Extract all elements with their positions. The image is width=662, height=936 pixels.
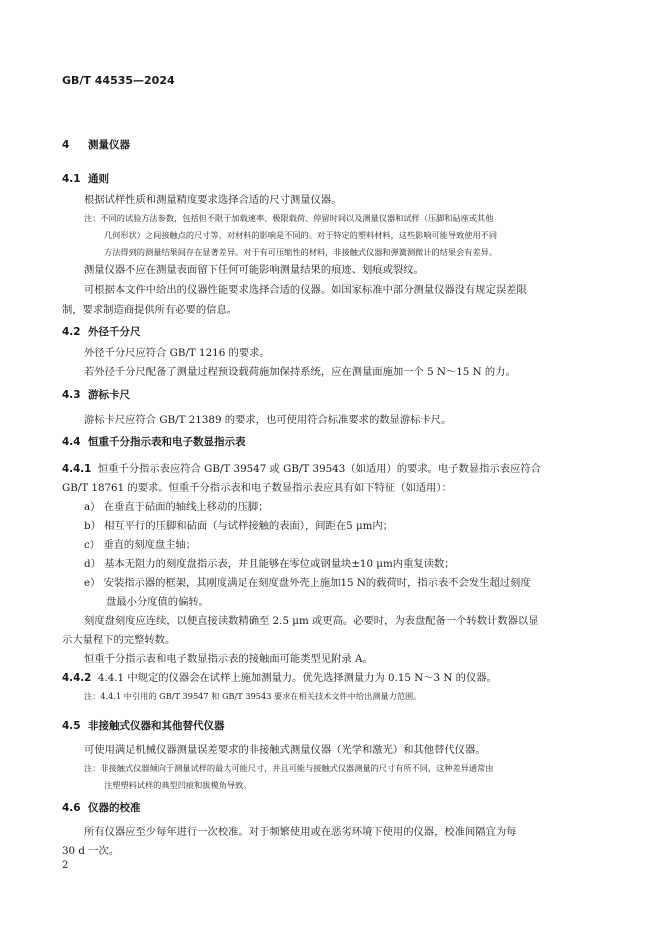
section-4-3-heading bbox=[62, 387, 130, 402]
paragraph: 刻度盘刻度应连续，以便直接读数精确至 2.5 μm 或更高。必要时，为表盘配备一个转数计数器以显 bbox=[84, 615, 539, 627]
list-item-c: c） 垂直的刻度盘主轴； bbox=[84, 539, 197, 551]
subsection-number: 4.4.1 bbox=[62, 463, 92, 475]
section-title: 通则 bbox=[88, 173, 109, 185]
section-title: 外径千分尺 bbox=[88, 326, 141, 338]
paragraph: 恒重千分指示表和电子数显指示表的接触面可能类型见附录 A。 bbox=[84, 653, 373, 665]
paragraph-4-4-2 bbox=[62, 668, 497, 688]
list-item-e-continuation: 盘最小分度值的偏转。 bbox=[106, 596, 209, 608]
section-title: 仪器的校准 bbox=[88, 802, 141, 814]
section-4-5-heading bbox=[62, 718, 225, 733]
list-item-b: b） 相互平行的压脚和砧面（与试样接触的表面），间距在5 μm内； bbox=[84, 520, 394, 532]
paragraph: 根据试样性质和测量精度要求选择合适的尺寸测量仪器。 bbox=[84, 194, 342, 206]
section-number: 4.3 bbox=[62, 389, 81, 401]
section-number: 4.4 bbox=[62, 436, 81, 448]
note-line: 注：非接触式仪器倾向于测量试样的最大可能尺寸，并且可能与接触式仪器测量的尺寸有所不同，这种差异通常由 bbox=[84, 763, 494, 773]
section-title: 恒重千分指示表和电子数显指示表 bbox=[88, 436, 246, 448]
paragraph: 外径千分尺应符合 GB/T 1216 的要求。 bbox=[84, 347, 270, 359]
paragraph: 所有仪器应至少每年进行一次校准。对于频繁使用或在恶劣环境下使用的仪器，校准间隔宜为每 bbox=[84, 826, 517, 838]
list-item-d: d） 基本无阻力的刻度盘指示表，并且能够在零位或钢量块±10 μm内重复读数； bbox=[84, 558, 455, 570]
section-4-4-heading bbox=[62, 434, 246, 449]
paragraph: 30 d 一次。 bbox=[62, 845, 120, 857]
paragraph-4-4-1 bbox=[62, 459, 541, 479]
paragraph: 制，要求制造商提供所有必要的信息。 bbox=[62, 304, 238, 316]
note-line: 方法得到的测量结果间存在显著差异。对于有可压缩性的材料，非接触式仪器和弹簧测微计的结果会有差异。 bbox=[104, 247, 498, 257]
paragraph: 测量仪器不应在测量表面留下任何可能影响测量结果的痕迹、划痕或裂纹。 bbox=[84, 264, 424, 276]
paragraph-text: 4.4.1 中规定的仪器会在试样上施加测量力。优先选择测量力为 0.15 N～3 N 的仪器。 bbox=[97, 672, 497, 684]
section-number: 4 bbox=[62, 139, 70, 151]
section-4-1-heading bbox=[62, 171, 109, 186]
paragraph-text: 恒重千分指示表应符合 GB/T 39547 或 GB/T 39543（如适用）的要求。电子数显指示表应符合 bbox=[97, 463, 541, 475]
page-number: 2 bbox=[62, 860, 69, 871]
section-number: 4.2 bbox=[62, 326, 81, 338]
section-4-6-heading bbox=[62, 800, 141, 815]
standard-code: GB/T 44535—2024 bbox=[62, 74, 175, 87]
list-item-a: a） 在垂直于砧面的轴线上移动的压脚； bbox=[84, 501, 269, 513]
paragraph: 可使用满足机械仪器测量误差要求的非接触式测量仪器（光学和激光）和其他替代仪器。 bbox=[84, 744, 486, 756]
note-line: 注：4.4.1 中引用的 GB/T 39547 和 GB/T 39543 要求在相关技术文件中给出测量力范围。 bbox=[84, 691, 422, 701]
list-item-e: e） 安装指示器的框架，其刚度满足在刻度盘外壳上施加15 N的载荷时，指示表不会发生超过刻度 bbox=[84, 577, 531, 589]
section-number: 4.6 bbox=[62, 802, 81, 814]
section-title: 测量仪器 bbox=[88, 139, 130, 151]
section-4-2-heading bbox=[62, 324, 141, 339]
section-number: 4.5 bbox=[62, 720, 81, 732]
paragraph: 若外径千分尺配备了测量过程预设载荷施加保持系统，应在测量面施加一个 5 N～15 N 的力。 bbox=[84, 366, 516, 378]
section-number: 4.1 bbox=[62, 173, 81, 185]
note-line: 注：不同的试验方法参数，包括但不限于加载速率、极限载荷、停留时间以及测量仪器和试样（压脚和砧座或其他 bbox=[84, 213, 494, 223]
subsection-number: 4.4.2 bbox=[62, 672, 92, 684]
note-line: 注塑塑料试样的典型凹痕和拔模角导致。 bbox=[104, 780, 252, 790]
section-4-heading bbox=[62, 137, 130, 152]
note-line: 几何形状）之间接触点的尺寸等，对材料的影响是不同的。对于特定的塑料材料，这些影响可能导致使用不同 bbox=[104, 230, 498, 240]
paragraph: GB/T 18761 的要求。恒重千分指示表和电子数显指示表应具有如下特征（如适用）： bbox=[62, 482, 452, 494]
section-title: 游标卡尺 bbox=[88, 389, 130, 401]
paragraph: 游标卡尺应符合 GB/T 21389 的要求，也可使用符合标准要求的数显游标卡尺。 bbox=[84, 414, 452, 426]
paragraph: 可根据本文件中给出的仪器性能要求选择合适的仪器。如国家标准中部分测量仪器没有规定误差限 bbox=[84, 284, 527, 296]
section-title: 非接触式仪器和其他替代仪器 bbox=[88, 720, 225, 732]
paragraph: 示大量程下的完整转数。 bbox=[62, 634, 176, 646]
